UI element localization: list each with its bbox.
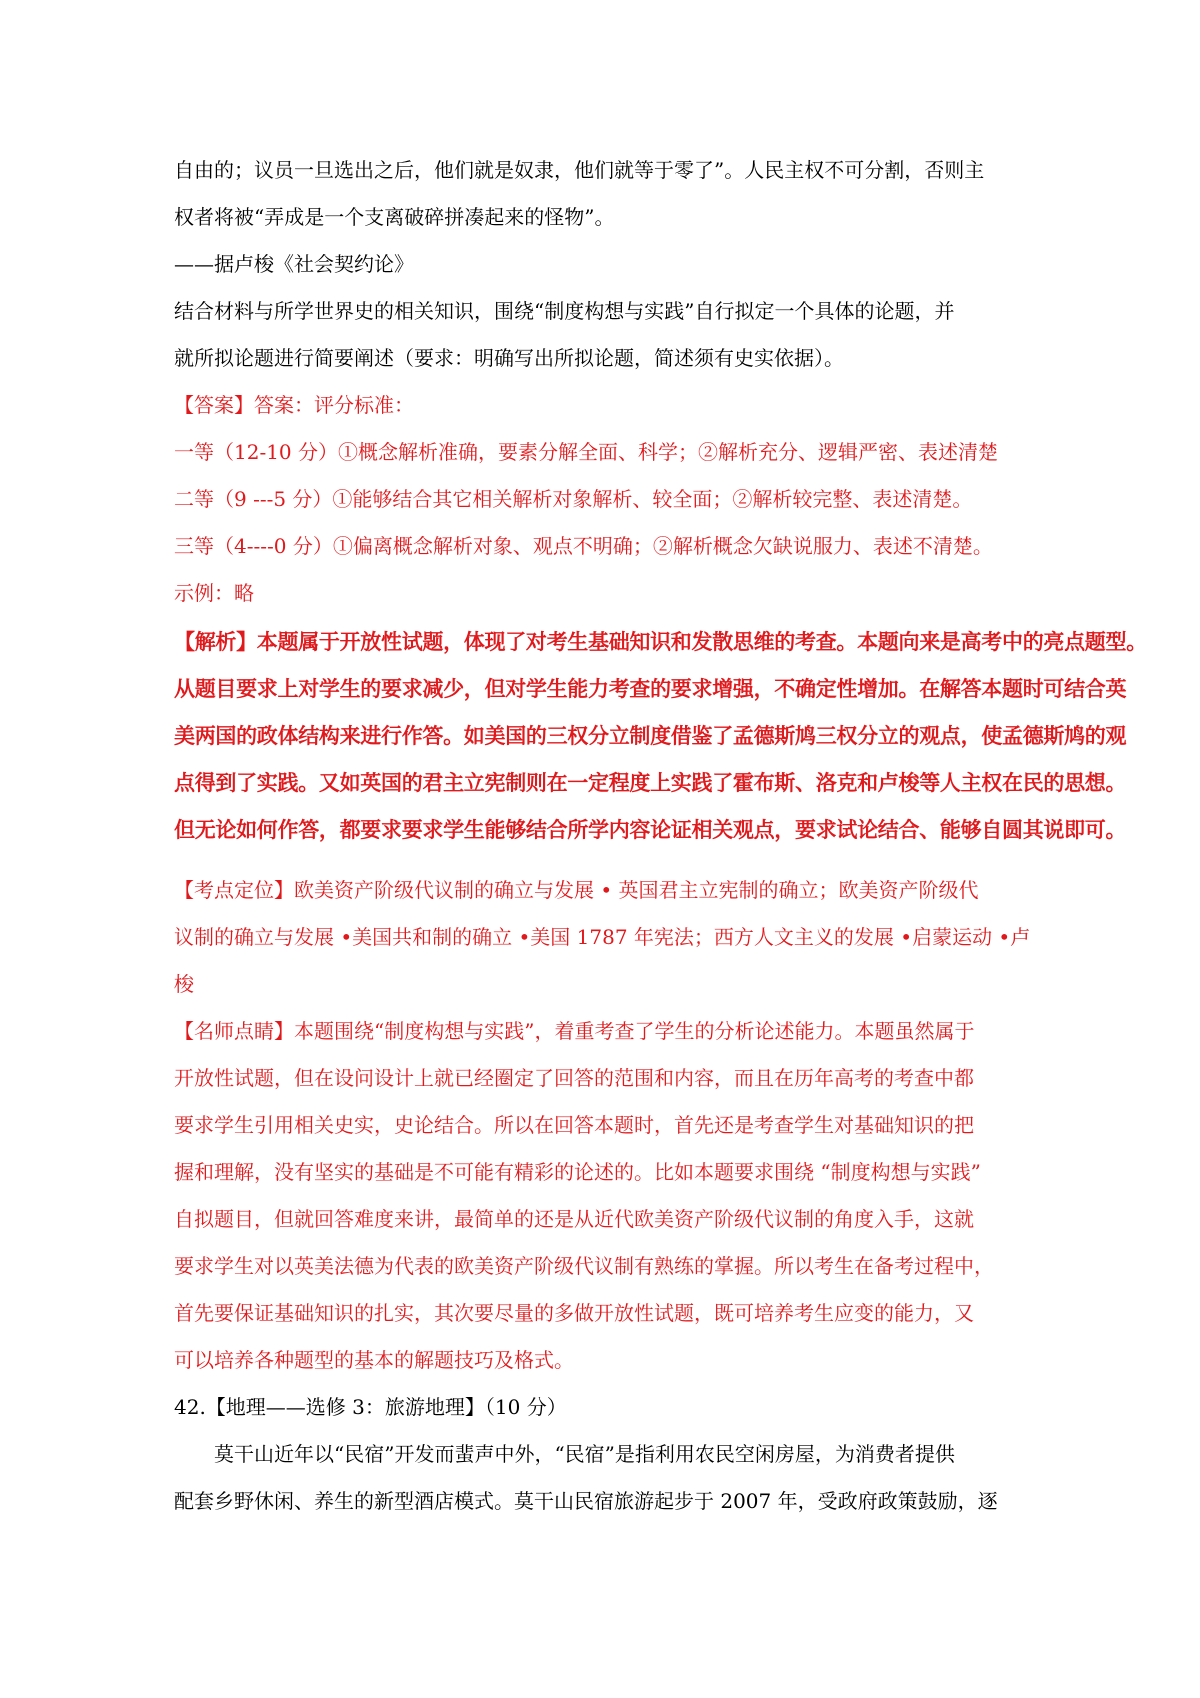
- teacher-notes-line-4: 握和理解，没有坚实的基础是不可能有精彩的论述的。比如本题要求围绕 “制度构想与实践”: [174, 1160, 981, 1184]
- question-42-line-1: 莫干山近年以“民宿”开发而蜚声中外，“民宿”是指利用农民空闲房屋，为消费者提供: [214, 1442, 955, 1466]
- teacher-notes-line-1: 【名师点睛】本题围绕“制度构想与实践”，着重考查了学生的分析论述能力。本题虽然属于: [174, 1019, 975, 1043]
- teacher-notes-line-5: 自拟题目，但就回答难度来讲，最简单的还是从近代欧美资产阶级代议制的角度入手，这就: [174, 1207, 974, 1231]
- test-points-line-1: 【考点定位】欧美资产阶级代议制的确立与发展 • 英国君主立宪制的确立；欧美资产阶级代: [174, 878, 979, 902]
- analysis-line-4: 点得到了实践。又如英国的君主立宪制则在一定程度上实践了霍布斯、洛克和卢梭等人主权在民的思想。: [174, 771, 1127, 795]
- test-points-line-3: 梭: [174, 972, 194, 996]
- answer-example: 示例：略: [174, 581, 254, 605]
- answer-grade-1: 一等（12-10 分）①概念解析准确，要素分解全面、科学；②解析充分、逻辑严密、表述清楚: [174, 440, 999, 464]
- answer-grade-2: 二等（9 ---5 分）①能够结合其它相关解析对象解析、较全面；②解析较完整、表述清楚。: [174, 487, 973, 511]
- material-source: ——据卢梭《社会契约论》: [174, 252, 414, 276]
- question-42-line-2: 配套乡野休闲、养生的新型酒店模式。莫干山民宿旅游起步于 2007 年，受政府政策鼓励，逐: [174, 1489, 998, 1513]
- test-points-line-2: 议制的确立与发展 •美国共和制的确立 •美国 1787 年宪法；西方人文主义的发展 •启蒙运动 •卢: [174, 925, 1031, 949]
- material-line-1: 自由的；议员一旦选出之后，他们就是奴隶，他们就等于零了”。人民主权不可分割，否则主: [174, 158, 985, 182]
- answer-grade-3: 三等（4----0 分）①偏离概念解析对象、观点不明确；②解析概念欠缺说服力、表述不清楚。: [174, 534, 993, 558]
- teacher-notes-line-6: 要求学生对以英美法德为代表的欧美资产阶级代议制有熟练的掌握。所以考生在备考过程中，: [174, 1254, 994, 1278]
- analysis-line-5: 但无论如何作答，都要求要求学生能够结合所学内容论证相关观点，要求试论结合、能够自圆其说即可。: [174, 818, 1127, 842]
- teacher-notes-line-3: 要求学生引用相关史实，史论结合。所以在回答本题时，首先还是考查学生对基础知识的把: [174, 1113, 974, 1137]
- question-prompt-line-1: 结合材料与所学世界史的相关知识，围绕“制度构想与实践”自行拟定一个具体的论题，并: [174, 299, 955, 323]
- answer-heading: 【答案】答案：评分标准：: [174, 393, 414, 417]
- material-line-2: 权者将被“弄成是一个支离破碎拼凑起来的怪物”。: [174, 205, 615, 229]
- teacher-notes-line-8: 可以培养各种题型的基本的解题技巧及格式。: [174, 1348, 574, 1372]
- analysis-line-2: 从题目要求上对学生的要求减少，但对学生能力考查的要求增强，不确定性增加。在解答本题时可结合英: [174, 677, 1127, 701]
- teacher-notes-line-2: 开放性试题，但在设问设计上就已经圈定了回答的范围和内容，而且在历年高考的考查中都: [174, 1066, 974, 1090]
- teacher-notes-line-7: 首先要保证基础知识的扎实，其次要尽量的多做开放性试题，既可培养考生应变的能力，又: [174, 1301, 974, 1325]
- analysis-line-1: 【解析】本题属于开放性试题，体现了对考生基础知识和发散思维的考查。本题向来是高考中的亮点题型。: [174, 630, 1147, 654]
- question-prompt-line-2: 就所拟论题进行简要阐述（要求：明确写出所拟论题，简述须有史实依据）。: [174, 346, 844, 370]
- analysis-line-3: 美两国的政体结构来进行作答。如美国的三权分立制度借鉴了孟德斯鸠三权分立的观点，使孟德斯鸠的观: [174, 724, 1127, 748]
- question-42-title: 42.【地理——选修 3：旅游地理】（10 分）: [174, 1395, 567, 1419]
